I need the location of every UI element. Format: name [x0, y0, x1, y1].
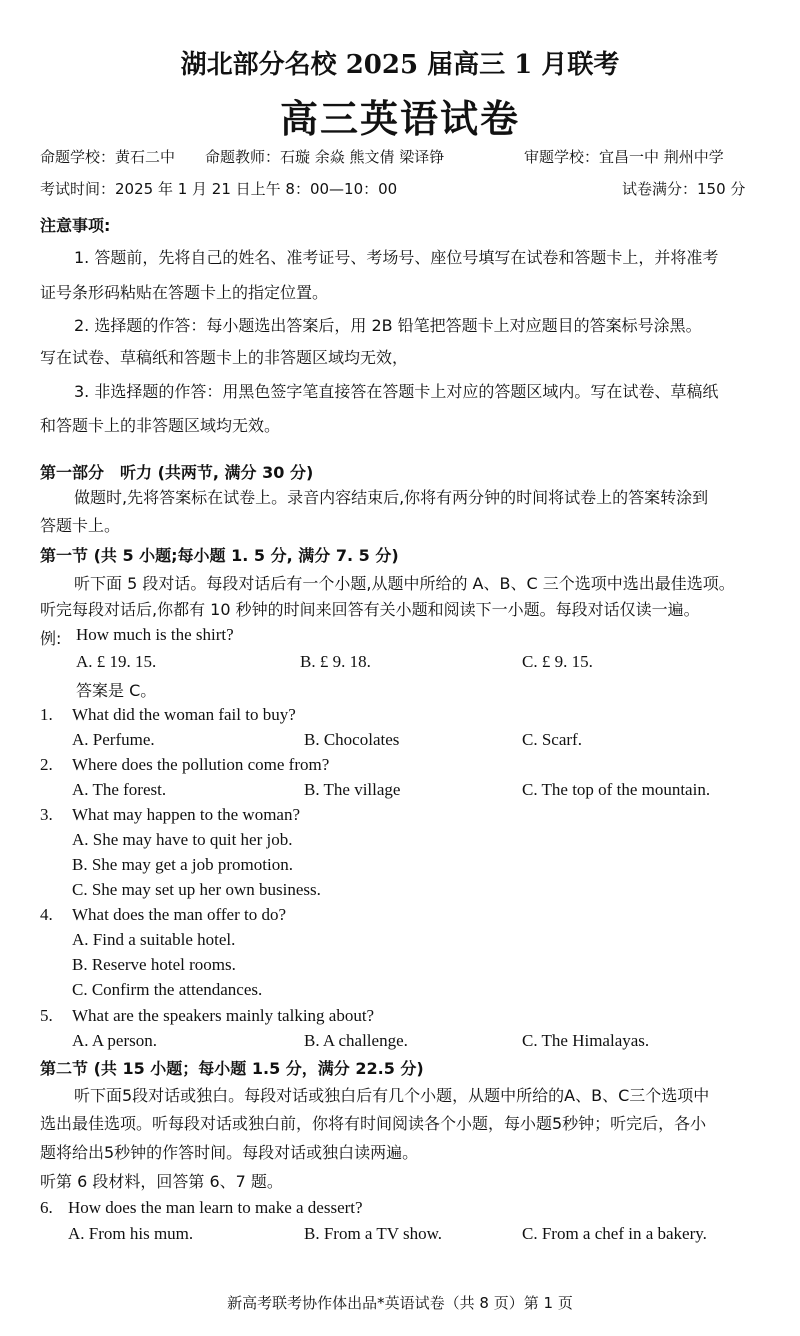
notice-line: 写在试卷、草稿纸和答题卡上的非答题区域均无效，	[40, 348, 409, 367]
notice-line: 证号条形码粘贴在答题卡上的指定位置。	[40, 283, 329, 302]
section1-intro: 听完每段对话后,你都有 10 秒钟的时间来回答有关小题和阅读下一小题。每段对话仅读一遍。	[40, 600, 700, 619]
total-score: 试卷满分：150 分	[622, 180, 746, 198]
notice-line: 和答题卡上的非答题区域均无效。	[40, 416, 281, 435]
option-a: A. From his mum.	[68, 1224, 194, 1243]
option-a: A. She may have to quit her job.	[72, 830, 293, 849]
option-c: C. She may set up her own business.	[72, 880, 321, 899]
question-text: What may happen to the woman?	[72, 805, 301, 824]
section1-heading: 第一节 (共 5 小题;每小题 1. 5 分, 满分 7. 5 分)	[40, 546, 399, 565]
option-b: B. She may get a job promotion.	[72, 855, 293, 874]
option-a: A. Perfume.	[72, 730, 155, 749]
reviewers-info: 审题学校：宜昌一中 荆州中学	[524, 148, 724, 166]
material-instruction: 听第 6 段材料，回答第 6、7 题。	[40, 1172, 283, 1191]
option-a: A. Find a suitable hotel.	[72, 930, 236, 949]
option-b: B. Reserve hotel rooms.	[72, 955, 236, 974]
part1-heading: 第一部分 听力 (共两节, 满分 30 分)	[40, 463, 314, 482]
option-b: B. A challenge.	[304, 1031, 408, 1050]
example-label: 例:	[40, 629, 62, 648]
question-number: 5.	[40, 1006, 53, 1025]
page-footer: 新高考联考协作体出品*英语试卷（共 8 页）第 1 页	[227, 1294, 573, 1312]
example-question: How much is the shirt?	[76, 625, 234, 644]
question-text: What did the woman fail to buy?	[72, 705, 296, 724]
example-option-b: B. £ 9. 18.	[300, 652, 371, 671]
exam-time: 考试时间：2025 年 1 月 21 日上午 8：00—10：00	[40, 180, 398, 198]
option-c: C. The Himalayas.	[522, 1031, 650, 1050]
option-a: A. A person.	[72, 1031, 157, 1050]
option-a: A. The forest.	[72, 780, 167, 799]
exam-series-title: 湖北部分名校 2025 届高三 1 月联考	[180, 50, 620, 80]
option-c: C. The top of the mountain.	[522, 780, 711, 799]
question-text: What does the man offer to do?	[72, 905, 287, 924]
example-option-a: A. £ 19. 15.	[76, 652, 157, 671]
exam-title: 高三英语试卷	[279, 96, 520, 141]
option-b: B. From a TV show.	[304, 1224, 443, 1243]
section2-intro: 题将给出5秒钟的作答时间。每段对话或独白读两遍。	[40, 1143, 419, 1162]
notice-heading: 注意事项:	[40, 216, 111, 235]
question-number: 3.	[40, 805, 53, 824]
question-text: Where does the pollution come from?	[72, 755, 330, 774]
question-number: 1.	[40, 705, 53, 724]
option-b: B. Chocolates	[304, 730, 400, 749]
section2-intro: 听下面5段对话或独白。每段对话或独白后有几个小题，从题中所给的A、B、C三个选项中	[74, 1086, 710, 1105]
option-c: C. Confirm the attendances.	[72, 980, 263, 999]
section2-intro: 选出最佳选项。听每段对话或独白前，你将有时间阅读各个小题，每小题5秒钟；听完后，各小	[40, 1114, 707, 1133]
option-c: C. Scarf.	[522, 730, 582, 749]
setters-info: 命题学校：黄石二中 命题教师：石璇 余焱 熊文倩 梁译铮	[40, 148, 445, 166]
example-option-c: C. £ 9. 15.	[522, 652, 593, 671]
question-text: What are the speakers mainly talking about?	[72, 1006, 375, 1025]
notice-line: 2. 选择题的作答：每小题选出答案后，用 2B 铅笔把答题卡上对应题目的答案标号涂黑。	[74, 316, 702, 335]
option-b: B. The village	[304, 780, 401, 799]
notice-line: 1. 答题前，先将自己的姓名、准考证号、考场号、座位号填写在试卷和答题卡上，并将准考	[74, 248, 719, 267]
notice-line: 3. 非选择题的作答：用黑色签字笔直接答在答题卡上对应的答题区域内。写在试卷、草稿纸	[74, 382, 719, 401]
part1-intro: 答题卡上。	[40, 516, 121, 535]
section2-heading: 第二节 (共 15 小题；每小题 1.5 分，满分 22.5 分)	[40, 1059, 424, 1078]
option-c: C. From a chef in a bakery.	[522, 1224, 707, 1243]
part1-intro: 做题时,先将答案标在试卷上。录音内容结束后,你将有两分钟的时间将试卷上的答案转涂到	[74, 488, 709, 507]
question-number: 2.	[40, 755, 53, 774]
question-number: 4.	[40, 905, 53, 924]
question-number: 6.	[40, 1198, 53, 1217]
question-text: How does the man learn to make a dessert?	[68, 1198, 363, 1217]
example-answer: 答案是 C。	[76, 681, 157, 700]
section1-intro: 听下面 5 段对话。每段对话后有一个小题,从题中所给的 A、B、C 三个选项中选出最佳选项。	[74, 574, 735, 593]
